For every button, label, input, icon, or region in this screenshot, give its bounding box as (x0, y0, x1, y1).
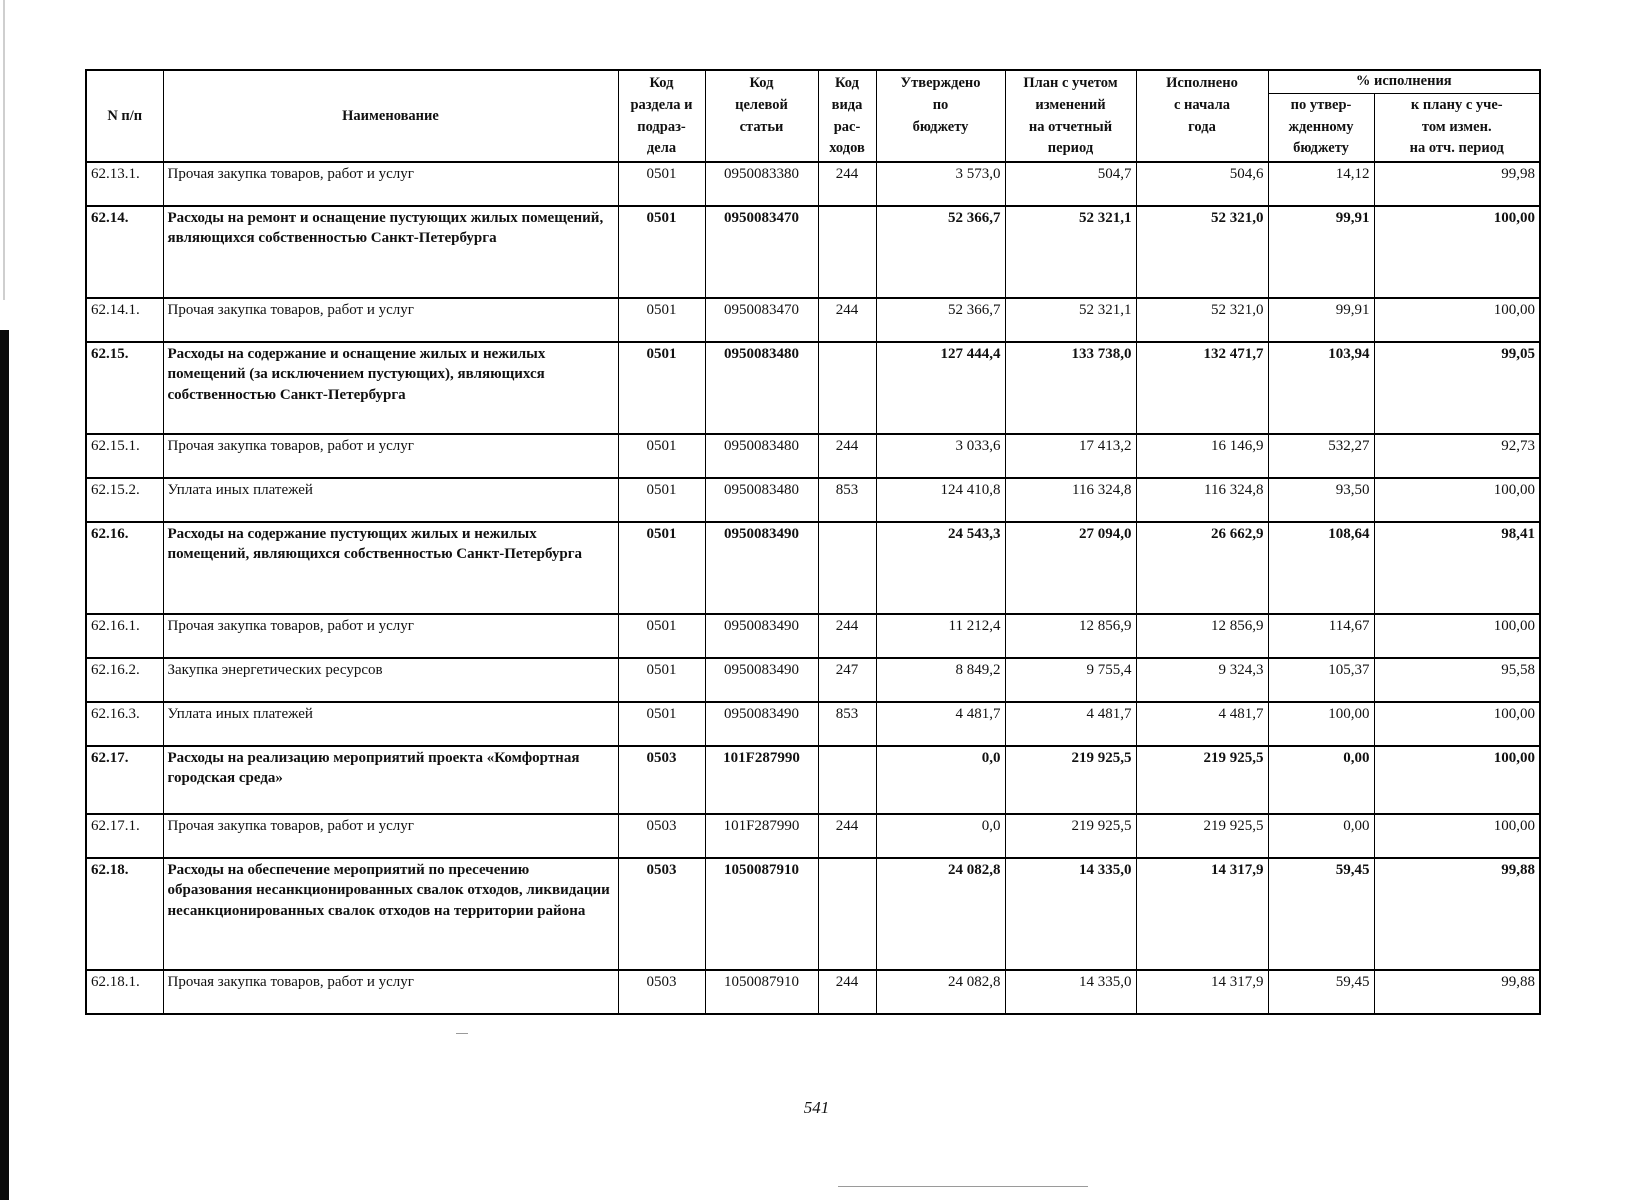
header-line: на отчетный (1028, 118, 1113, 135)
header-utverzhdeno (876, 70, 1005, 162)
row-kod-vida (818, 858, 876, 970)
row-kod-vida (818, 342, 876, 434)
header-line: том измен. (1421, 118, 1492, 135)
row-pct-plan: 92,73 (1374, 434, 1540, 478)
row-ispolneno: 52 321,0 (1136, 298, 1268, 342)
row-ispolneno: 14 317,9 (1136, 970, 1268, 1014)
header-line: Код (749, 75, 774, 91)
row-name: Расходы на реализацию мероприятий проекта «Комфортная городская среда» (163, 746, 618, 814)
row-pct-plan: 100,00 (1374, 746, 1540, 814)
row-kod-razdela: 0501 (618, 522, 705, 614)
table-row (86, 434, 1540, 478)
row-number: 62.15.1. (86, 434, 163, 478)
row-number: 62.15.2. (86, 478, 163, 522)
row-kod-statyi: 0950083470 (705, 206, 818, 298)
row-pct-plan: 95,58 (1374, 658, 1540, 702)
row-kod-razdela: 0501 (618, 206, 705, 298)
row-kod-razdela: 0503 (618, 858, 705, 970)
row-number: 62.14.1. (86, 298, 163, 342)
row-utverzhdeno: 124 410,8 (876, 478, 1005, 522)
row-plan: 219 925,5 (1005, 746, 1136, 814)
page-number: 541 (803, 1098, 830, 1117)
header-kod-razdela (618, 70, 705, 162)
row-name: Прочая закупка товаров, работ и услуг (163, 162, 618, 206)
row-name: Прочая закупка товаров, работ и услуг (163, 814, 618, 858)
row-plan: 116 324,8 (1005, 478, 1136, 522)
row-pct-budget: 532,27 (1268, 434, 1374, 478)
row-pct-plan: 99,88 (1374, 858, 1540, 970)
row-utverzhdeno: 8 849,2 (876, 658, 1005, 702)
row-ispolneno: 16 146,9 (1136, 434, 1268, 478)
table-body (86, 162, 1540, 1014)
row-utverzhdeno: 3 033,6 (876, 434, 1005, 478)
row-kod-statyi: 0950083470 (705, 298, 818, 342)
header-line: изменений (1035, 96, 1106, 113)
row-pct-budget: 59,45 (1268, 970, 1374, 1014)
row-plan: 14 335,0 (1005, 970, 1136, 1014)
header-line: дела (646, 140, 677, 157)
row-plan: 12 856,9 (1005, 614, 1136, 658)
row-number: 62.14. (86, 206, 163, 298)
row-pct-budget: 0,00 (1268, 746, 1374, 814)
row-kod-razdela: 0503 (618, 746, 705, 814)
row-utverzhdeno: 127 444,4 (876, 342, 1005, 434)
table-row (86, 858, 1540, 970)
row-kod-vida: 244 (818, 162, 876, 206)
row-number: 62.15. (86, 342, 163, 434)
row-plan: 17 413,2 (1005, 434, 1136, 478)
header-line: на отч. период (1409, 140, 1504, 157)
row-pct-budget: 103,94 (1268, 342, 1374, 434)
row-kod-vida (818, 522, 876, 614)
row-ispolneno: 219 925,5 (1136, 814, 1268, 858)
row-pct-plan: 100,00 (1374, 814, 1540, 858)
header-line: период (1047, 140, 1094, 157)
scan-edge-shadow (0, 330, 9, 1200)
row-plan: 504,7 (1005, 162, 1136, 206)
row-plan: 133 738,0 (1005, 342, 1136, 434)
row-plan: 4 481,7 (1005, 702, 1136, 746)
table-row (86, 614, 1540, 658)
row-plan: 27 094,0 (1005, 522, 1136, 614)
row-ispolneno: 219 925,5 (1136, 746, 1268, 814)
row-name: Прочая закупка товаров, работ и услуг (163, 298, 618, 342)
scan-edge-mark (3, 0, 5, 300)
row-pct-plan: 99,05 (1374, 342, 1540, 434)
row-name: Закупка энергетических ресурсов (163, 658, 618, 702)
row-ispolneno: 52 321,0 (1136, 206, 1268, 298)
row-kod-statyi: 0950083490 (705, 658, 818, 702)
row-name: Прочая закупка товаров, работ и услуг (163, 970, 618, 1014)
row-pct-plan: 100,00 (1374, 478, 1540, 522)
row-ispolneno: 12 856,9 (1136, 614, 1268, 658)
row-ispolneno: 9 324,3 (1136, 658, 1268, 702)
row-ispolneno: 4 481,7 (1136, 702, 1268, 746)
table-row (86, 478, 1540, 522)
row-kod-vida: 244 (818, 614, 876, 658)
row-name: Прочая закупка товаров, работ и услуг (163, 614, 618, 658)
row-utverzhdeno: 52 366,7 (876, 298, 1005, 342)
row-number: 62.16.2. (86, 658, 163, 702)
header-pct-budget (1268, 93, 1374, 162)
row-kod-statyi: 0950083380 (705, 162, 818, 206)
header-n: N п/п (86, 70, 163, 162)
row-kod-statyi: 0950083490 (705, 614, 818, 658)
row-name: Расходы на обеспечение мероприятий по пресечению образования несанкционированных свалок отходов, ликвидации несанкционированных свалок отходов на территории района (163, 858, 618, 970)
header-pct-plan (1374, 93, 1540, 162)
row-kod-razdela: 0501 (618, 162, 705, 206)
row-kod-vida: 853 (818, 702, 876, 746)
row-kod-vida: 244 (818, 814, 876, 858)
row-ispolneno: 132 471,7 (1136, 342, 1268, 434)
row-pct-plan: 100,00 (1374, 614, 1540, 658)
header-kod-vida (818, 70, 876, 162)
row-pct-budget: 99,91 (1268, 206, 1374, 298)
row-ispolneno: 14 317,9 (1136, 858, 1268, 970)
row-kod-statyi: 1050087910 (705, 858, 818, 970)
row-name: Уплата иных платежей (163, 702, 618, 746)
row-number: 62.13.1. (86, 162, 163, 206)
row-kod-statyi: 0950083480 (705, 434, 818, 478)
row-pct-plan: 99,88 (1374, 970, 1540, 1014)
header-line: План с учетом (1023, 75, 1118, 91)
row-plan: 52 321,1 (1005, 298, 1136, 342)
row-ispolneno: 504,6 (1136, 162, 1268, 206)
row-pct-budget: 114,67 (1268, 614, 1374, 658)
row-name: Уплата иных платежей (163, 478, 618, 522)
table-row (86, 206, 1540, 298)
row-number: 62.16. (86, 522, 163, 614)
row-kod-razdela: 0501 (618, 658, 705, 702)
header-line: к плану с уче- (1410, 96, 1503, 113)
row-utverzhdeno: 4 481,7 (876, 702, 1005, 746)
row-pct-budget: 100,00 (1268, 702, 1374, 746)
row-name: Прочая закупка товаров, работ и услуг (163, 434, 618, 478)
row-utverzhdeno: 24 543,3 (876, 522, 1005, 614)
row-name: Расходы на содержание пустующих жилых и нежилых помещений, являющихся собственностью Санкт-Петербурга (163, 522, 618, 614)
table-row (86, 970, 1540, 1014)
row-kod-statyi: 0950083490 (705, 522, 818, 614)
header-line: ходов (829, 140, 865, 157)
header-line: по утвер- (1290, 96, 1352, 113)
row-kod-statyi: 101F287990 (705, 814, 818, 858)
row-kod-razdela: 0501 (618, 614, 705, 658)
header-line: целевой (735, 96, 788, 113)
scan-speck (456, 1033, 468, 1034)
row-kod-razdela: 0501 (618, 434, 705, 478)
header-kod-statyi (705, 70, 818, 162)
header-line: Код (835, 75, 859, 91)
row-plan: 9 755,4 (1005, 658, 1136, 702)
row-kod-vida (818, 746, 876, 814)
row-pct-plan: 100,00 (1374, 206, 1540, 298)
row-number: 62.16.3. (86, 702, 163, 746)
row-number: 62.16.1. (86, 614, 163, 658)
row-pct-budget: 14,12 (1268, 162, 1374, 206)
row-kod-vida: 244 (818, 970, 876, 1014)
header-line: Исполнено (1166, 75, 1238, 91)
row-kod-razdela: 0503 (618, 814, 705, 858)
scan-bottom-line (838, 1186, 1088, 1187)
row-plan: 219 925,5 (1005, 814, 1136, 858)
budget-execution-table (85, 69, 1541, 1015)
row-kod-vida: 244 (818, 434, 876, 478)
header-line: Код (649, 75, 674, 91)
table-row (86, 702, 1540, 746)
row-name: Расходы на содержание и оснащение жилых и нежилых помещений (за исключением пустующих), являющихся собственностью Санкт-Петербурга (163, 342, 618, 434)
row-ispolneno: 26 662,9 (1136, 522, 1268, 614)
table-row (86, 658, 1540, 702)
header-line: бюджету (912, 118, 969, 135)
row-kod-statyi: 0950083480 (705, 342, 818, 434)
row-kod-statyi: 0950083480 (705, 478, 818, 522)
row-pct-budget: 59,45 (1268, 858, 1374, 970)
row-kod-razdela: 0501 (618, 478, 705, 522)
row-kod-razdela: 0503 (618, 970, 705, 1014)
row-kod-statyi: 0950083490 (705, 702, 818, 746)
row-kod-razdela: 0501 (618, 342, 705, 434)
header-pct: % исполнения (1268, 70, 1540, 93)
row-kod-statyi: 1050087910 (705, 970, 818, 1014)
header-line: статьи (739, 118, 784, 135)
row-pct-budget: 0,00 (1268, 814, 1374, 858)
row-utverzhdeno: 11 212,4 (876, 614, 1005, 658)
row-kod-vida: 853 (818, 478, 876, 522)
row-utverzhdeno: 24 082,8 (876, 858, 1005, 970)
header-line: вида (831, 96, 863, 113)
row-utverzhdeno: 0,0 (876, 814, 1005, 858)
row-kod-razdela: 0501 (618, 702, 705, 746)
row-pct-budget: 108,64 (1268, 522, 1374, 614)
table-row (86, 162, 1540, 206)
row-plan: 14 335,0 (1005, 858, 1136, 970)
row-kod-statyi: 101F287990 (705, 746, 818, 814)
header-line: бюджету (1293, 140, 1349, 157)
row-kod-vida: 244 (818, 298, 876, 342)
header-line: Утверждено (900, 75, 981, 91)
row-number: 62.18.1. (86, 970, 163, 1014)
row-utverzhdeno: 3 573,0 (876, 162, 1005, 206)
row-utverzhdeno: 0,0 (876, 746, 1005, 814)
header-line: подраз- (637, 118, 686, 135)
table-row (86, 298, 1540, 342)
row-pct-budget: 93,50 (1268, 478, 1374, 522)
header-line: жденному (1288, 118, 1354, 135)
row-kod-vida (818, 206, 876, 298)
row-pct-plan: 100,00 (1374, 298, 1540, 342)
table-row (86, 342, 1540, 434)
row-pct-budget: 99,91 (1268, 298, 1374, 342)
row-pct-plan: 99,98 (1374, 162, 1540, 206)
row-pct-budget: 105,37 (1268, 658, 1374, 702)
header-line: по (932, 96, 949, 113)
row-number: 62.17. (86, 746, 163, 814)
row-name: Расходы на ремонт и оснащение пустующих жилых помещений, являющихся собственностью Санкт-Петербурга (163, 206, 618, 298)
header-line: года (1188, 118, 1216, 135)
row-kod-vida: 247 (818, 658, 876, 702)
table-row (86, 746, 1540, 814)
row-ispolneno: 116 324,8 (1136, 478, 1268, 522)
header-line: рас- (833, 118, 861, 135)
row-utverzhdeno: 52 366,7 (876, 206, 1005, 298)
header-ispolneno (1136, 70, 1268, 162)
header-line: раздела и (630, 96, 693, 113)
header-plan (1005, 70, 1136, 162)
row-pct-plan: 100,00 (1374, 702, 1540, 746)
row-number: 62.17.1. (86, 814, 163, 858)
row-pct-plan: 98,41 (1374, 522, 1540, 614)
header-name: Наименование (163, 70, 618, 162)
table-row (86, 522, 1540, 614)
row-plan: 52 321,1 (1005, 206, 1136, 298)
row-kod-razdela: 0501 (618, 298, 705, 342)
table-row (86, 814, 1540, 858)
row-number: 62.18. (86, 858, 163, 970)
row-utverzhdeno: 24 082,8 (876, 970, 1005, 1014)
header-line: с начала (1173, 96, 1231, 113)
